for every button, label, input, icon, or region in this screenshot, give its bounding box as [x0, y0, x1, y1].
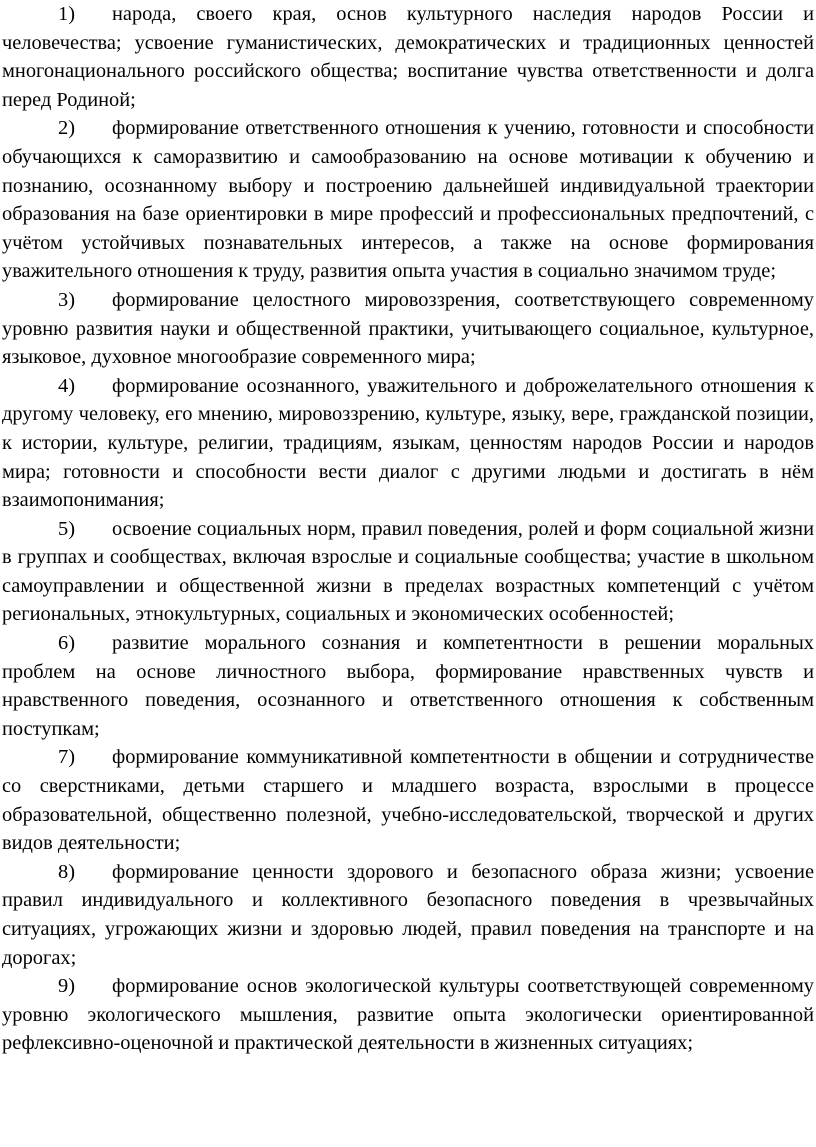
item-number: 5): [58, 517, 75, 540]
item-text: формирование ответственного отношения к учению, готовности и способности обучающихся к саморазвитию и самообразованию на основе мотивации к обучению и познанию, осознанному выбору и построению дальнейшей индивидуальной траектории образования на базе ориентировки в мире профессий и профессиональных предпочтений, с учётом устойчивых познавательных интересов, а также на основе формирования уважительного отношения к труду, развития опыта участия в социально значимом труде;: [2, 117, 814, 283]
item-number: 7): [58, 746, 75, 769]
item-number: 6): [58, 632, 75, 655]
item-number: 9): [58, 975, 75, 998]
list-item-6: [2, 629, 814, 743]
item-number: 2): [58, 117, 75, 140]
list-item-9: [2, 972, 814, 1058]
list-item-2: [2, 114, 814, 286]
list-item-8: [2, 858, 814, 972]
list-item-7: [2, 743, 814, 857]
list-item-1: [2, 0, 814, 114]
item-text: народа, своего края, основ культурного наследия народов России и человечества; усвоение гуманистических, демократических и традиционных ценностей многонационального российского общества; воспитание чувства ответственности и долга перед Родиной;: [2, 3, 814, 111]
item-text: развитие морального сознания и компетентности в решении моральных проблем на основе личностного выбора, формирование нравственных чувств и нравственного поведения, осознанного и ответственного отношения к собственным поступкам;: [2, 632, 814, 740]
item-number: 3): [58, 288, 75, 311]
item-text: формирование целостного мировоззрения, соответствующего современному уровню развития науки и общественной практики, учитывающего социальное, культурное, языковое, духовное многообразие современного мира;: [2, 288, 814, 369]
list-item-3: [2, 286, 814, 372]
item-number: 1): [58, 3, 75, 25]
item-number: 4): [58, 374, 75, 397]
item-text: формирование основ экологической культуры соответствующей современному уровню экологического мышления, развитие опыта экологически ориентированной рефлексивно-оценочной и практической деятельности в жизненных ситуациях;: [2, 975, 814, 1055]
item-number: 8): [58, 860, 75, 883]
list-item-4: [2, 372, 814, 515]
item-text: формирование осознанного, уважительного и доброжелательного отношения к другому человеку, его мнению, мировоззрению, культуре, языку, вере, гражданской позиции, к истории, культуре, религии, традициям, языкам, ценностям народов России и народов мира; готовности и способности вести диалог с другими людьми и достигать в нём взаимопонимания;: [2, 374, 814, 512]
item-text: освоение социальных норм, правил поведения, ролей и форм социальной жизни в группах и сообществах, включая взрослые и социальные сообщества; участие в школьном самоуправлении и общественной жизни в пределах возрастных компетенций с учётом региональных, этнокультурных, социальных и экономических особенностей;: [2, 517, 814, 626]
item-text: формирование ценности здорового и безопасного образа жизни; усвоение правил индивидуального и коллективного безопасного поведения в чрезвычайных ситуациях, угрожающих жизни и здоровью людей, правил поведения на транспорте и на дорогах;: [2, 860, 814, 969]
item-text: формирование коммуникативной компетентности в общении и сотрудничестве со сверстниками, детьми старшего и младшего возраста, взрослыми в процессе образовательной, общественно полезной, учебно-исследовательской, творческой и других видов деятельности;: [2, 746, 814, 855]
list-item-5: [2, 515, 814, 629]
